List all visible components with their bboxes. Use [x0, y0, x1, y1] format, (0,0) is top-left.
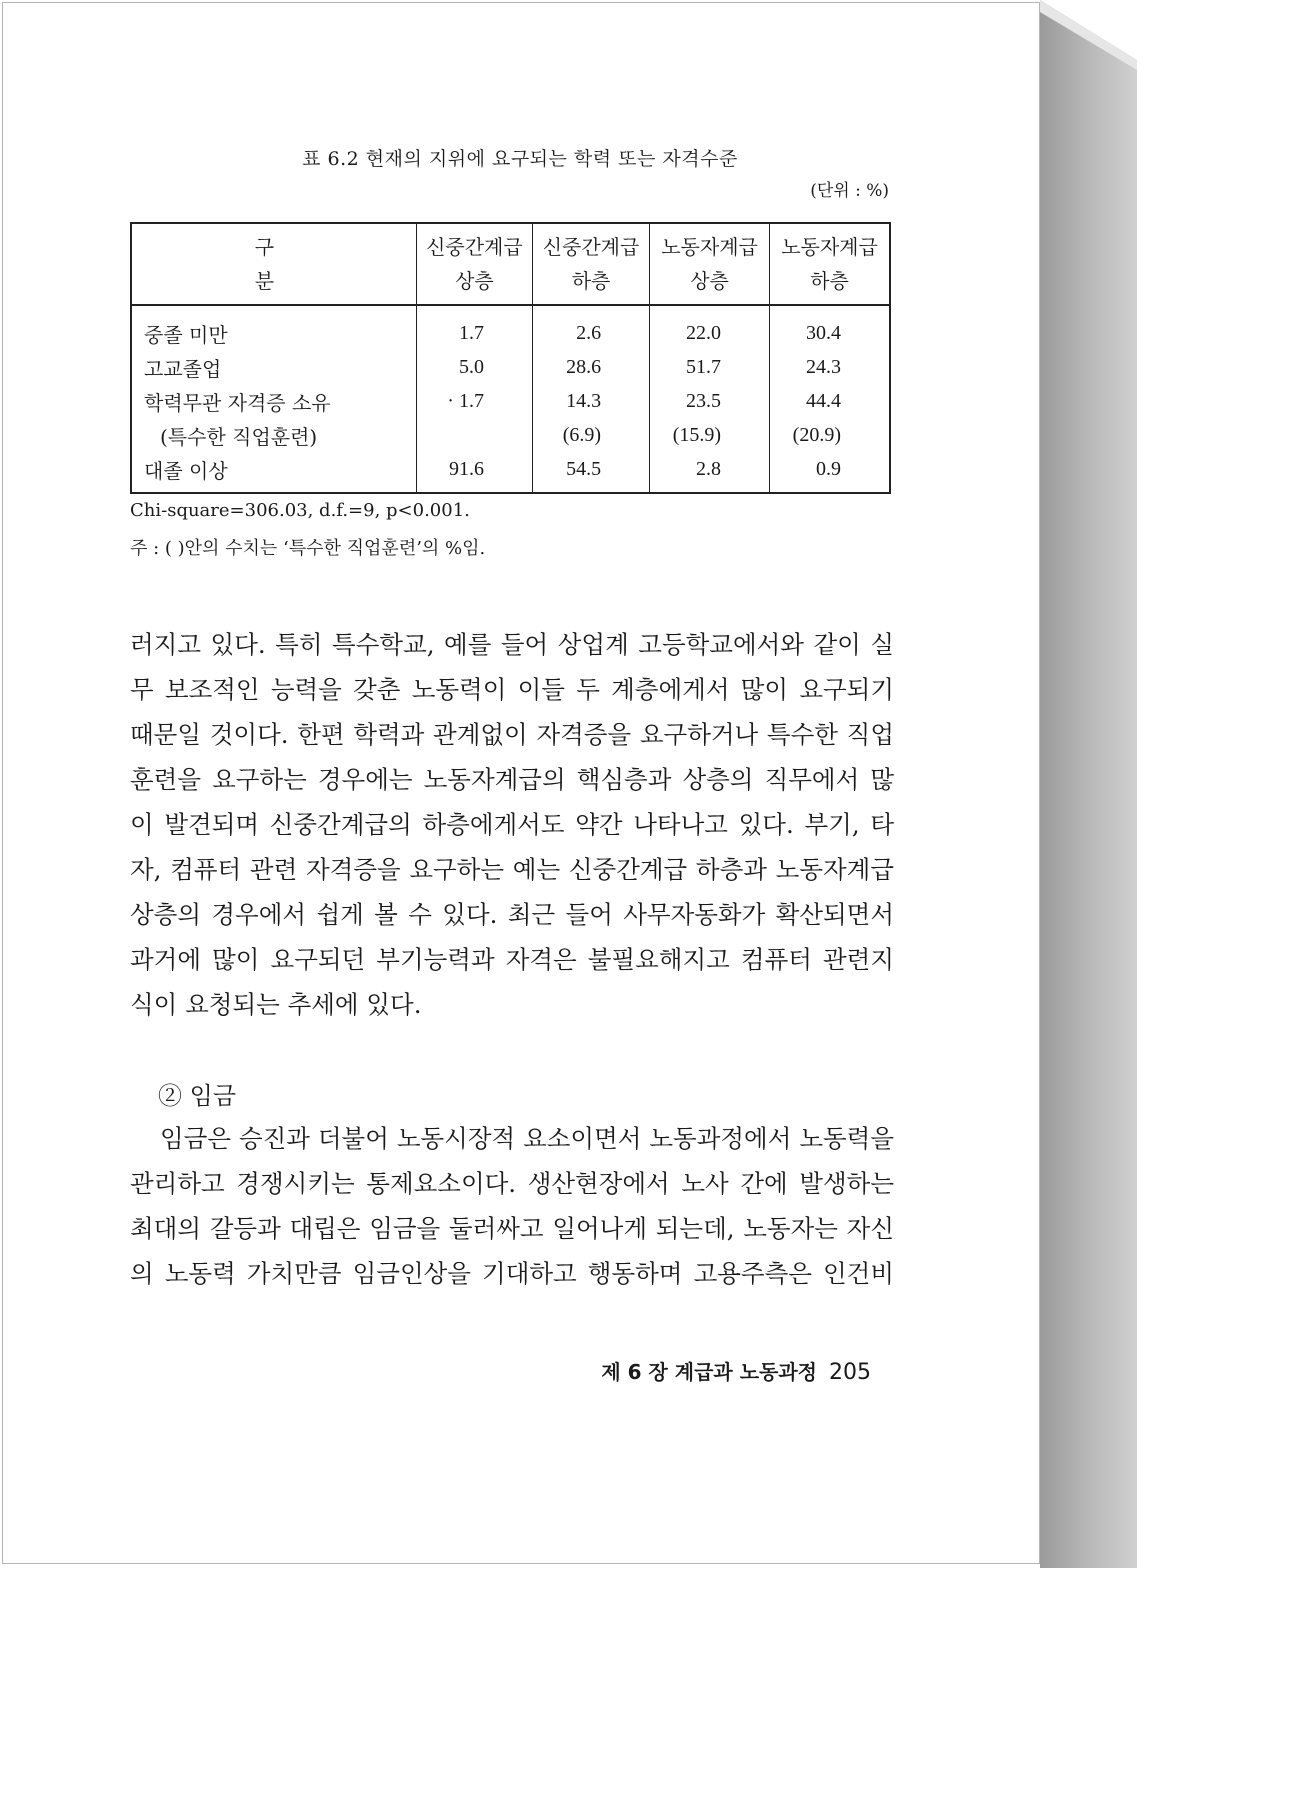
data-table	[130, 222, 891, 494]
table-cell: (20.9)	[770, 418, 890, 452]
text-line: 과거에 많이 요구되던 부기능력과 자격은 불필요해지고 컴퓨터 관련지	[130, 945, 894, 974]
text-line: 식이 요청되는 추세에 있다.	[130, 990, 422, 1019]
table-cell: 1.7	[416, 305, 532, 350]
table-cell: 0.9	[770, 452, 890, 493]
header-col-3: 노동자계급 상층	[650, 223, 770, 305]
text-line: 최대의 갈등과 대립은 임금을 둘러싸고 일어나게 되는데, 노동자는 자신	[130, 1214, 894, 1243]
stats-note: Chi-square=306.03, d.f.=9, p<0.001.	[130, 500, 470, 521]
table-cell: 22.0	[650, 305, 770, 350]
row-label: 대졸 이상	[131, 452, 416, 493]
row-label: (특수한 직업훈련)	[131, 418, 416, 452]
page-number: 205	[829, 1360, 871, 1385]
table-header-row	[131, 223, 890, 305]
section-heading: ② 임금	[158, 1082, 236, 1110]
table-title: 표 6.2 현재의 지위에 요구되는 학력 또는 자격수준	[302, 148, 738, 170]
row-label: 중졸 미만	[131, 305, 416, 350]
text-line: 훈련을 요구하는 경우에는 노동자계급의 핵심층과 상층의 직무에서 많	[130, 765, 894, 794]
table-cell: 91.6	[416, 452, 532, 493]
table-row	[131, 350, 890, 384]
chapter-title: 제 6 장 계급과 노동과정	[601, 1360, 817, 1384]
table-row	[131, 418, 890, 452]
table-cell	[416, 418, 532, 452]
table-cell: 5.0	[416, 350, 532, 384]
header-col-1: 신중간계급 상층	[416, 223, 532, 305]
table-cell: (15.9)	[650, 418, 770, 452]
table-cell: · 1.7	[416, 384, 532, 418]
table-cell: 28.6	[532, 350, 649, 384]
text-line: 자, 컴퓨터 관련 자격증을 요구하는 예는 신중간계급 하층과 노동자계급	[130, 855, 894, 884]
table-cell: 24.3	[770, 350, 890, 384]
table-cell: (6.9)	[532, 418, 649, 452]
text-line: 관리하고 경쟁시키는 통제요소이다. 생산현장에서 노사 간에 발생하는	[130, 1169, 894, 1198]
text-line: 때문일 것이다. 한편 학력과 관계없이 자격증을 요구하거나 특수한 직업	[130, 720, 894, 749]
text-line: 의 노동력 가치만큼 임금인상을 기대하고 행동하며 고용주측은 인건비	[130, 1259, 894, 1288]
book-spine-edge	[1040, 0, 1137, 1568]
row-label: 고교졸업	[131, 350, 416, 384]
text-line: 임금은 승진과 더불어 노동시장적 요소이면서 노동과정에서 노동력을	[160, 1124, 894, 1153]
header-col-4: 노동자계급 하층	[770, 223, 890, 305]
table-cell: 54.5	[532, 452, 649, 493]
table-cell: 51.7	[650, 350, 770, 384]
text-line: 이 발견되며 신중간계급의 하층에게서도 약간 나타나고 있다. 부기, 타	[130, 810, 894, 839]
table-row	[131, 384, 890, 418]
table-row	[131, 452, 890, 493]
header-col-2: 신중간계급 하층	[532, 223, 649, 305]
table-cell: 23.5	[650, 384, 770, 418]
table-cell: 44.4	[770, 384, 890, 418]
table-cell: 14.3	[532, 384, 649, 418]
table-cell: 30.4	[770, 305, 890, 350]
table-cell: 2.8	[650, 452, 770, 493]
table-unit: (단위 : %)	[810, 181, 889, 201]
text-line: 러지고 있다. 특히 특수학교, 예를 들어 상업계 고등학교에서와 같이 실	[130, 630, 894, 659]
page-footer	[601, 1356, 871, 1385]
text-line: 무 보조적인 능력을 갖춘 노동력이 이들 두 계층에게서 많이 요구되기	[130, 675, 894, 704]
row-label: 학력무관 자격증 소유	[131, 384, 416, 418]
table-footnote: 주 : ( )안의 수치는 ‘특수한 직업훈련’의 %임.	[130, 538, 486, 559]
table-row	[131, 305, 890, 350]
text-line: 상층의 경우에서 쉽게 볼 수 있다. 최근 들어 사무자동화가 확산되면서	[130, 900, 894, 929]
paragraph-1	[130, 626, 894, 1031]
header-category: 구분	[131, 223, 416, 305]
paragraph-2	[130, 1120, 894, 1300]
table-cell: 2.6	[532, 305, 649, 350]
